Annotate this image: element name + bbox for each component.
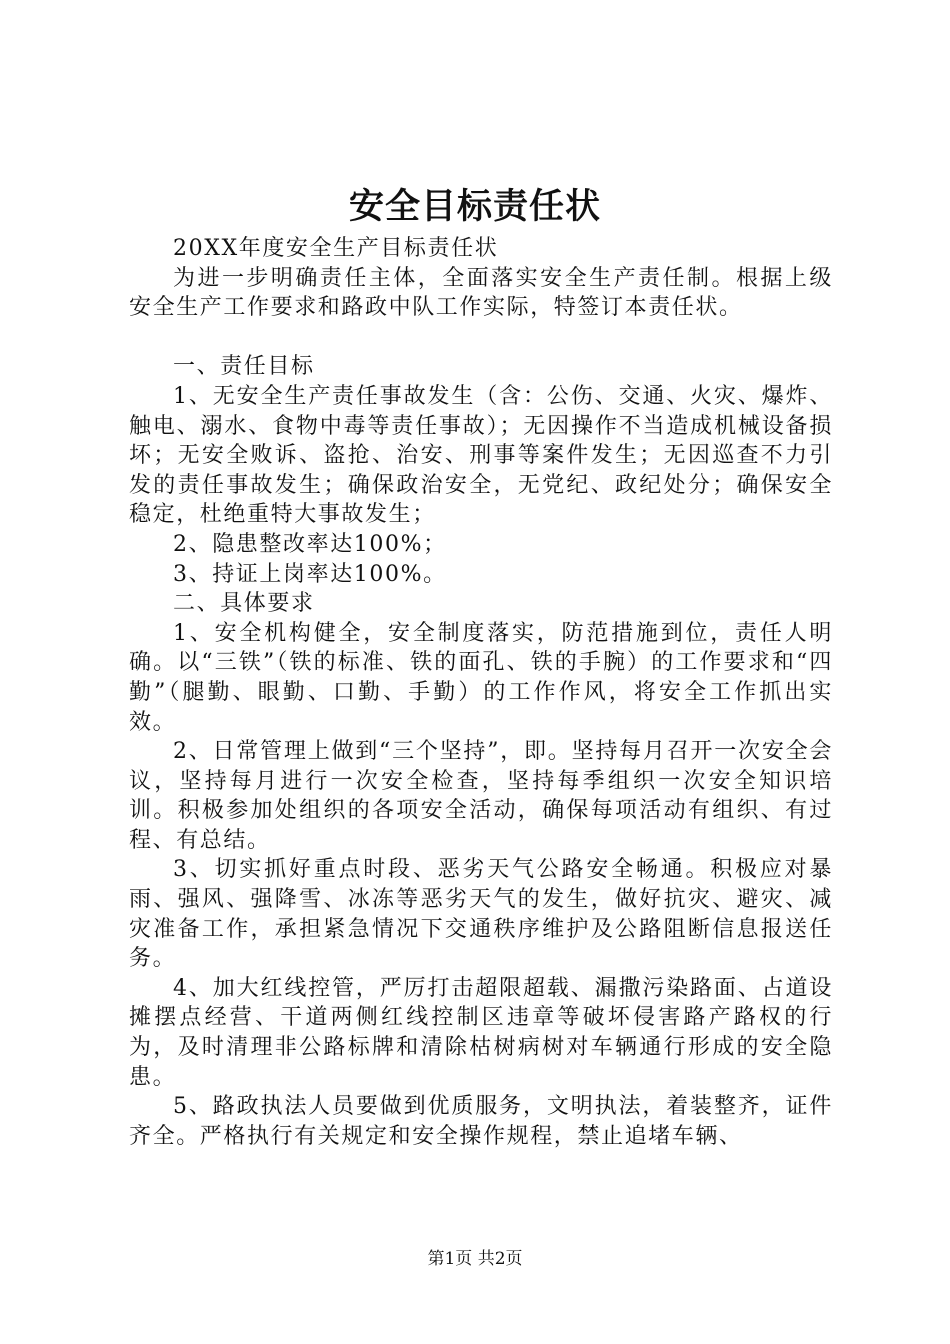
requirement-item-4: 4、加大红线控管，严厉打击超限超载、漏撒污染路面、占道设摊摆点经营、干道两侧红线控制区违章等破坏侵害路产路权的行为，及时清理非公路标牌和清除枯树病树对车辆通行形成的安全隐患。 — [129, 975, 833, 1090]
page-number-footer: 第1页 共2页 — [427, 1249, 523, 1269]
requirement-item-1: 1、安全机构健全，安全制度落实，防范措施到位，责任人明确。以“三铁”（铁的标准、铁的面孔、铁的手腕）的工作要求和“四勤”（腿勤、眼勤、口勤、手勤）的工作作风，将安全工作抓出实效。 — [129, 620, 833, 735]
subtitle-paragraph: 20XX年度安全生产目标责任状 — [173, 236, 499, 261]
section-heading-requirements: 二、具体要求 — [173, 591, 315, 617]
intro-paragraph: 为进一步明确责任主体，全面落实安全生产责任制。根据上级安全生产工作要求和路政中队工作实际，特签订本责任状。 — [129, 265, 833, 321]
goal-item-1: 1、无安全生产责任事故发生（含：公伤、交通、火灾、爆炸、触电、溺水、食物中毒等责任事故）；无因操作不当造成机械设备损坏；无安全败诉、盗抢、治安、刑事等案件发生；无因巡查不力引发的责任事故发生；确保政治安全，无党纪、政纪处分；确保安全稳定，杜绝重特大事故发生； — [129, 383, 833, 528]
requirement-item-2: 2、日常管理上做到“三个坚持”，即。坚持每月召开一次安全会议，坚持每月进行一次安全检查，坚持每季组织一次安全知识培训。积极参加处组织的各项安全活动，确保每项活动有组织、有过程、有总结。 — [129, 739, 833, 853]
document-body — [129, 234, 833, 1151]
goal-item-2: 2、隐患整改率达100%； — [173, 531, 447, 557]
goal-item-3: 3、持证上岗率达100%。 — [173, 561, 447, 587]
requirement-item-3: 3、切实抓好重点时段、恶劣天气公路安全畅通。积极应对暴雨、强风、强降雪、冰冻等恶劣天气的发生，做好抗灾、避灾、减灾准备工作，承担紧急情况下交通秩序维护及公路阻断信息报送任务。 — [129, 857, 833, 972]
section-heading-goals: 一、责任目标 — [173, 354, 315, 380]
requirement-item-5: 5、路政执法人员要做到优质服务，文明执法，着装整齐，证件齐全。严格执行有关规定和安全操作规程，禁止追堵车辆、 — [129, 1094, 833, 1149]
document-title: 安全目标责任状 — [348, 186, 601, 227]
